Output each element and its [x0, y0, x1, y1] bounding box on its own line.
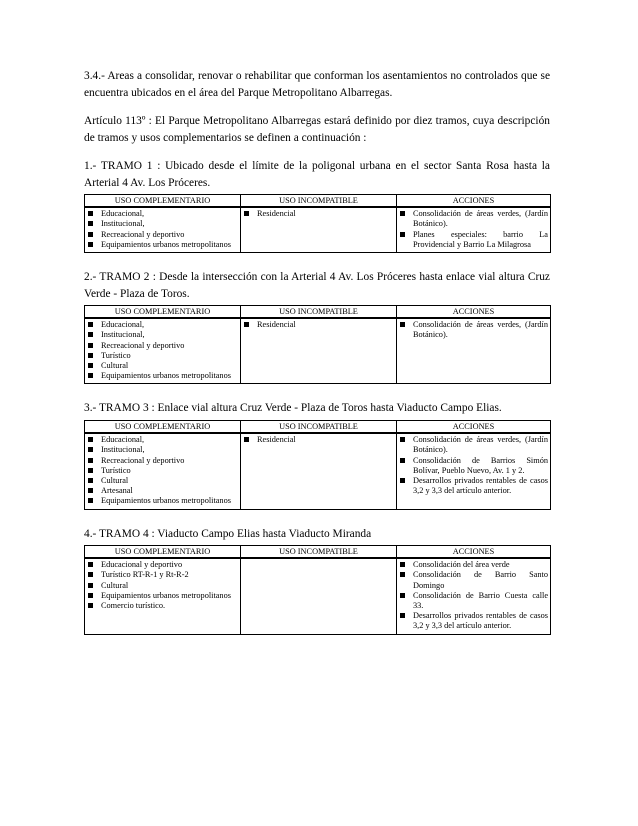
list-item: Institucional, — [87, 219, 238, 229]
header-acciones: ACCIONES — [397, 195, 551, 208]
list-item: Planes especiales: barrio La Providencial y Barrio La Milagrosa — [399, 230, 548, 250]
list-item: Turístico — [87, 466, 238, 476]
list-item: Educacional, — [87, 435, 238, 445]
tramos-container — [84, 158, 550, 635]
uso-complementario-cell — [85, 433, 241, 509]
list-item: Recreacional y deportivo — [87, 456, 238, 466]
uso-incompatible-cell — [241, 207, 397, 252]
tramo-table — [84, 305, 551, 384]
list-item: Equipamientos urbanos metropolitanos — [87, 591, 238, 601]
tramo-table — [84, 545, 551, 635]
list-item: Residencial — [243, 435, 394, 445]
list-item: Educacional, — [87, 320, 238, 330]
list-item: Turístico RT-R-1 y Rt-R-2 — [87, 570, 238, 580]
tramo-heading: 1.- TRAMO 1 : Ubicado desde el límite de la poligonal urbana en el sector Santa Rosa hasta la Arterial 4 Av. Los Próceres. — [84, 160, 550, 189]
table-row — [85, 207, 551, 252]
tramo-heading: 3.- TRAMO 3 : Enlace vial altura Cruz Verde - Plaza de Toros hasta Viaducto Campo Elias. — [84, 402, 502, 415]
list-item: Desarrollos privados rentables de casos 3,2 y 3,3 del artículo anterior. — [399, 611, 548, 631]
list-item: Consolidación de áreas verdes, (Jardín Botánico). — [399, 435, 548, 455]
list-item: Cultural — [87, 476, 238, 486]
list-item: Cultural — [87, 581, 238, 591]
acciones-cell — [397, 318, 551, 384]
list-item: Comercio turístico. — [87, 601, 238, 611]
tramo-table — [84, 194, 551, 253]
list-item: Equipamientos urbanos metropolitanos — [87, 496, 238, 506]
list-item: Equipamientos urbanos metropolitanos — [87, 240, 238, 250]
tramo-heading: 4.- TRAMO 4 : Viaducto Campo Elias hasta Viaducto Miranda — [84, 527, 372, 540]
header-acciones: ACCIONES — [397, 420, 551, 433]
list-item: Recreacional y deportivo — [87, 230, 238, 240]
list-item: Residencial — [243, 320, 394, 330]
tramo-heading: 2.- TRAMO 2 : Desde la intersección con la Arterial 4 Av. Los Próceres hasta enlace vial altura Cruz Verde - Plaza de Toros. — [84, 271, 550, 300]
header-uso-complementario: USO COMPLEMENTARIO — [85, 546, 241, 559]
list-item: Consolidación de Barrios Simón Bolívar, Pueblo Nuevo, Av. 1 y 2. — [399, 456, 548, 476]
list-item: Consolidación de Barrio Santo Domingo — [399, 570, 548, 590]
acciones-cell — [397, 433, 551, 509]
tramo-table — [84, 420, 551, 510]
header-uso-incompatible: USO INCOMPATIBLE — [241, 546, 397, 559]
table-row — [85, 318, 551, 384]
document-page — [84, 68, 550, 651]
list-item: Artesanal — [87, 486, 238, 496]
list-item: Residencial — [243, 209, 394, 219]
article-paragraph: Artículo 113º : El Parque Metropolitano Albarregas estará definido por diez tramos, cuya descripción de tramos y usos complementarios se definen a continuación : — [84, 115, 550, 144]
list-item: Institucional, — [87, 330, 238, 340]
header-acciones: ACCIONES — [397, 306, 551, 319]
header-uso-incompatible: USO INCOMPATIBLE — [241, 306, 397, 319]
uso-complementario-cell — [85, 558, 241, 634]
list-item: Desarrollos privados rentables de casos 3,2 y 3,3 del artículo anterior. — [399, 476, 548, 496]
section-intro-paragraph: 3.4.- Areas a consolidar, renovar o rehabilitar que conforman los asentamientos no controlados que se encuentra ubicados en el área del Parque Metropolitano Albarregas. — [84, 70, 550, 99]
header-uso-complementario: USO COMPLEMENTARIO — [85, 420, 241, 433]
uso-incompatible-cell — [241, 558, 397, 634]
table-row — [85, 558, 551, 634]
acciones-cell — [397, 558, 551, 634]
list-item: Recreacional y deportivo — [87, 341, 238, 351]
uso-incompatible-cell — [241, 433, 397, 509]
header-acciones: ACCIONES — [397, 546, 551, 559]
uso-complementario-cell — [85, 318, 241, 384]
list-item: Consolidación de áreas verdes, (Jardín Botánico). — [399, 209, 548, 229]
list-item: Consolidación del área verde — [399, 560, 548, 570]
list-item: Cultural — [87, 361, 238, 371]
list-item: Institucional, — [87, 445, 238, 455]
list-item: Educacional y deportivo — [87, 560, 238, 570]
list-item: Consolidación de áreas verdes, (Jardín Botánico). — [399, 320, 548, 340]
header-uso-incompatible: USO INCOMPATIBLE — [241, 420, 397, 433]
table-row — [85, 433, 551, 509]
header-uso-incompatible: USO INCOMPATIBLE — [241, 195, 397, 208]
header-uso-complementario: USO COMPLEMENTARIO — [85, 195, 241, 208]
header-uso-complementario: USO COMPLEMENTARIO — [85, 306, 241, 319]
list-item: Consolidación de Barrio Cuesta calle 33. — [399, 591, 548, 611]
uso-incompatible-cell — [241, 318, 397, 384]
uso-complementario-cell — [85, 207, 241, 252]
list-item: Educacional, — [87, 209, 238, 219]
list-item: Turístico — [87, 351, 238, 361]
acciones-cell — [397, 207, 551, 252]
list-item: Equipamientos urbanos metropolitanos — [87, 371, 238, 381]
